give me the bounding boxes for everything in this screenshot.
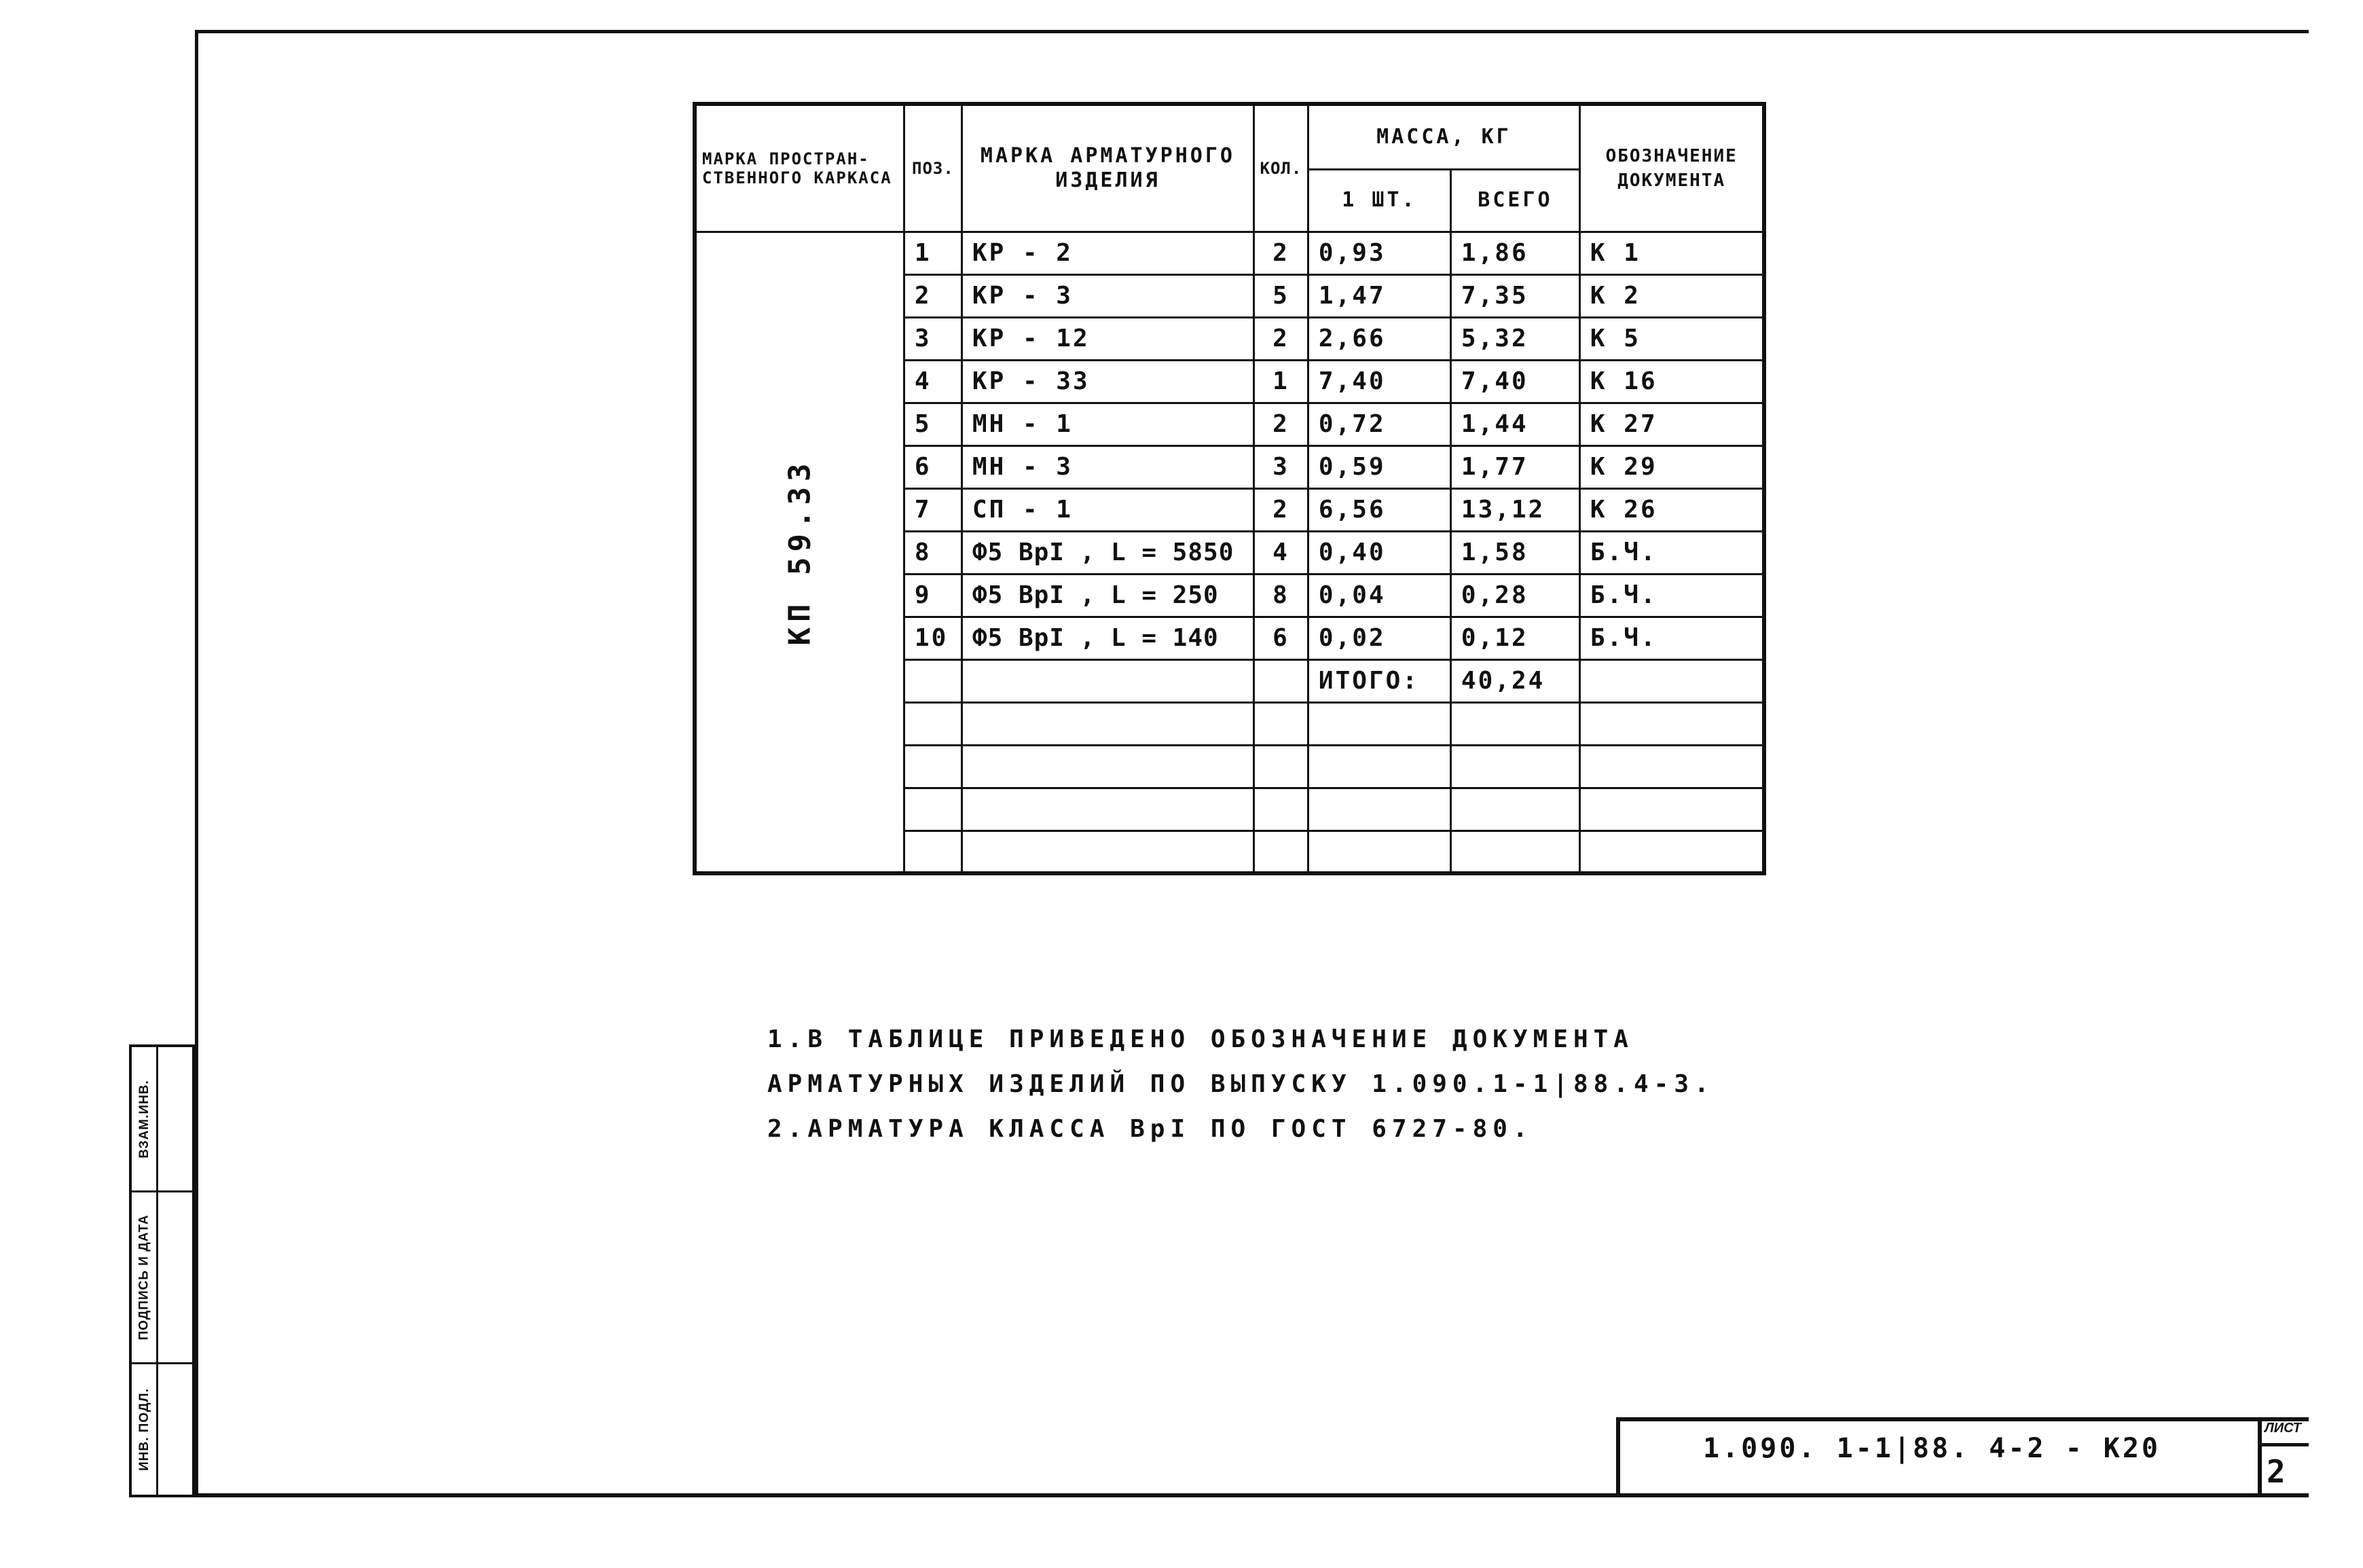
cell-mark: Ф5 ВрI , L = 250 bbox=[961, 574, 1253, 617]
cell-mass-one: 2,66 bbox=[1308, 317, 1450, 360]
cell-pos: 2 bbox=[904, 274, 961, 317]
cell-mass-one: 0,93 bbox=[1308, 232, 1450, 274]
cell-pos: 6 bbox=[904, 445, 961, 488]
header-mass-one: 1 ШТ. bbox=[1308, 169, 1450, 232]
cell-pos: 1 bbox=[904, 232, 961, 274]
header-pos: ПОЗ. bbox=[904, 104, 961, 232]
sheet-label: ЛИСТ bbox=[2265, 1421, 2302, 1436]
cell-doc: Б.Ч. bbox=[1579, 531, 1764, 574]
cell-pos: 3 bbox=[904, 317, 961, 360]
cell-mass-total: 7,35 bbox=[1450, 274, 1579, 317]
cell-doc: Б.Ч. bbox=[1579, 617, 1764, 659]
cell-doc: К 27 bbox=[1579, 403, 1764, 445]
cell-empty bbox=[961, 659, 1253, 702]
note-line: АРМАТУРНЫХ ИЗДЕЛИЙ ПО ВЫПУСКУ 1.090.1-1|88.4-3. bbox=[767, 1070, 1715, 1098]
cell-doc: Б.Ч. bbox=[1579, 574, 1764, 617]
cell-mark: КР - 3 bbox=[961, 274, 1253, 317]
cell-empty bbox=[1579, 659, 1764, 702]
header-qty: КОЛ. bbox=[1253, 104, 1308, 232]
cell-mark: МН - 1 bbox=[961, 403, 1253, 445]
sheet-box-divider bbox=[2262, 1443, 2309, 1446]
side-label-inv: ИНВ. ПОДЛ. bbox=[137, 1388, 151, 1471]
cell-mass-total: 0,28 bbox=[1450, 574, 1579, 617]
cell-total-label: ИТОГО: bbox=[1308, 659, 1450, 702]
cell-mass-total: 1,77 bbox=[1450, 445, 1579, 488]
cell-qty: 4 bbox=[1253, 531, 1308, 574]
cell-mark: СП - 1 bbox=[961, 488, 1253, 531]
cell-mass-one: 7,40 bbox=[1308, 360, 1450, 403]
header-item-mark: МАРКА АРМАТУРНОГО ИЗДЕЛИЯ bbox=[961, 104, 1253, 232]
cell-mass-total: 1,58 bbox=[1450, 531, 1579, 574]
cell-pos: 8 bbox=[904, 531, 961, 574]
notes bbox=[767, 1017, 1715, 1152]
side-stamp bbox=[129, 1044, 195, 1497]
cell-empty bbox=[1253, 659, 1308, 702]
cell-mark: Ф5 ВрI , L = 140 bbox=[961, 617, 1253, 659]
cell-doc: К 1 bbox=[1579, 232, 1764, 274]
header-mass: МАССА, КГ bbox=[1308, 104, 1579, 169]
cell-doc: К 16 bbox=[1579, 360, 1764, 403]
cell-mass-one: 0,40 bbox=[1308, 531, 1450, 574]
note-line: 1.В ТАБЛИЦЕ ПРИВЕДЕНО ОБОЗНАЧЕНИЕ ДОКУМЕНТА bbox=[767, 1025, 1634, 1053]
frame-mark-cell bbox=[695, 232, 904, 873]
cell-qty: 2 bbox=[1253, 232, 1308, 274]
table-row bbox=[695, 232, 1764, 274]
cell-doc: К 2 bbox=[1579, 274, 1764, 317]
cell-mass-one: 0,72 bbox=[1308, 403, 1450, 445]
cell-mass-one: 0,04 bbox=[1308, 574, 1450, 617]
header-frame-mark: МАРКА ПРОСТРАН-СТВЕННОГО КАРКАСА bbox=[695, 104, 904, 232]
header-mass-total: ВСЕГО bbox=[1450, 169, 1579, 232]
cell-mass-total: 7,40 bbox=[1450, 360, 1579, 403]
cell-doc: К 29 bbox=[1579, 445, 1764, 488]
cell-pos: 4 bbox=[904, 360, 961, 403]
document-code: 1.090. 1-1|88. 4-2 - К20 bbox=[1703, 1433, 2161, 1464]
cell-mass-one: 0,02 bbox=[1308, 617, 1450, 659]
cell-qty: 2 bbox=[1253, 403, 1308, 445]
cell-qty: 3 bbox=[1253, 445, 1308, 488]
cell-mass-one: 0,59 bbox=[1308, 445, 1450, 488]
cell-qty: 2 bbox=[1253, 317, 1308, 360]
cell-mass-total: 13,12 bbox=[1450, 488, 1579, 531]
side-label-signature: ПОДПИСЬ И ДАТА bbox=[137, 1214, 152, 1341]
sheet-number: 2 bbox=[2267, 1453, 2286, 1490]
cell-doc: К 5 bbox=[1579, 317, 1764, 360]
frame-mark-value: КП 59.33 bbox=[782, 458, 818, 646]
cell-mass-total: 0,12 bbox=[1450, 617, 1579, 659]
cell-total-value: 40,24 bbox=[1450, 659, 1579, 702]
header-document: ОБОЗНАЧЕНИЕ ДОКУМЕНТА bbox=[1579, 104, 1764, 232]
cell-mark: КР - 2 bbox=[961, 232, 1253, 274]
cell-qty: 8 bbox=[1253, 574, 1308, 617]
side-label-vzam: ВЗАМ.ИНВ. bbox=[137, 1079, 152, 1159]
cell-mass-total: 1,86 bbox=[1450, 232, 1579, 274]
specification-table bbox=[693, 102, 1766, 875]
cell-mark: КР - 33 bbox=[961, 360, 1253, 403]
cell-qty: 5 bbox=[1253, 274, 1308, 317]
cell-qty: 2 bbox=[1253, 488, 1308, 531]
note-line: 2.АРМАТУРА КЛАССА ВрI ПО ГОСТ 6727-80. bbox=[767, 1115, 1533, 1143]
cell-empty bbox=[904, 659, 961, 702]
cell-mark: Ф5 ВрI , L = 5850 bbox=[961, 531, 1253, 574]
cell-pos: 7 bbox=[904, 488, 961, 531]
cell-pos: 10 bbox=[904, 617, 961, 659]
cell-mass-total: 5,32 bbox=[1450, 317, 1579, 360]
cell-mass-one: 1,47 bbox=[1308, 274, 1450, 317]
cell-mark: КР - 12 bbox=[961, 317, 1253, 360]
cell-mass-one: 6,56 bbox=[1308, 488, 1450, 531]
cell-pos: 5 bbox=[904, 403, 961, 445]
cell-qty: 6 bbox=[1253, 617, 1308, 659]
side-stamp-divider bbox=[156, 1047, 158, 1495]
cell-mark: МН - 3 bbox=[961, 445, 1253, 488]
cell-qty: 1 bbox=[1253, 360, 1308, 403]
cell-pos: 9 bbox=[904, 574, 961, 617]
cell-mass-total: 1,44 bbox=[1450, 403, 1579, 445]
cell-doc: К 26 bbox=[1579, 488, 1764, 531]
